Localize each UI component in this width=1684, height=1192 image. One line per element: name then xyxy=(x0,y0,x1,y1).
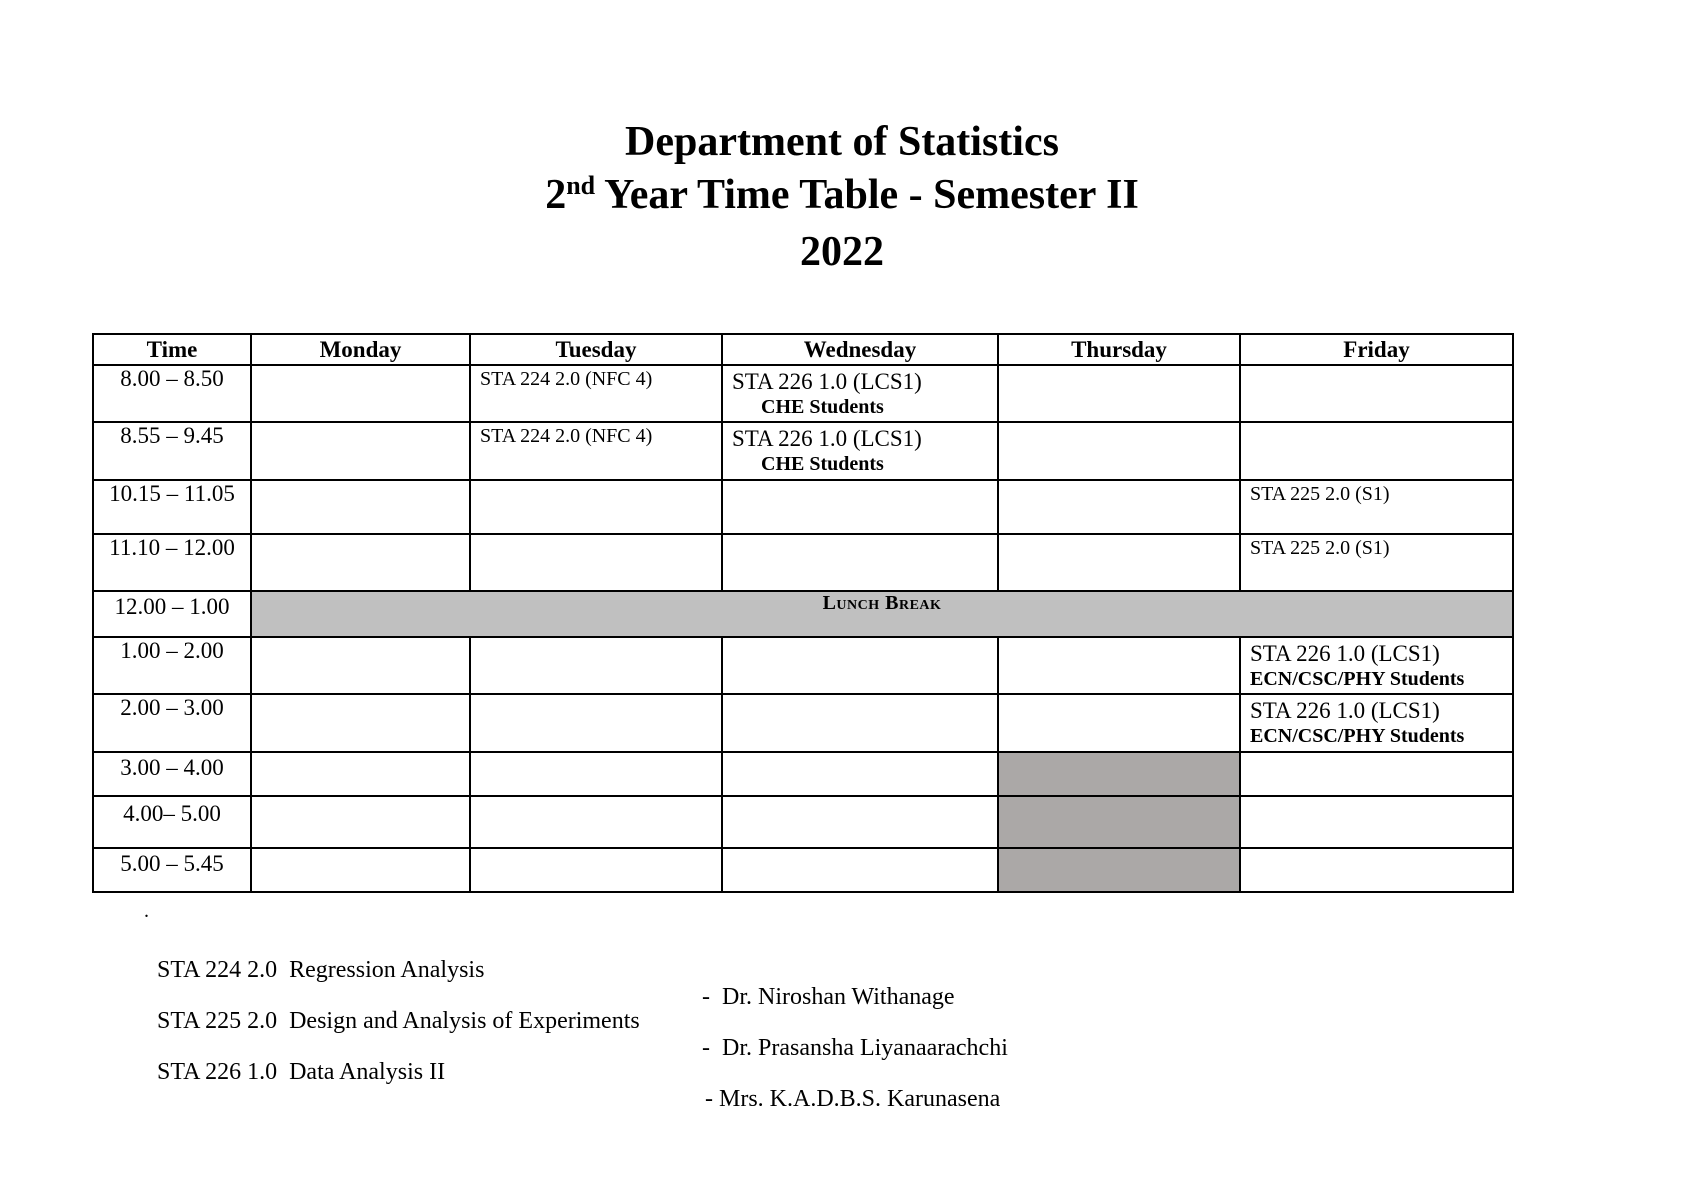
header-row xyxy=(93,334,1513,365)
class-slot: STA 225 2.0 (S1) xyxy=(1250,537,1390,559)
student-group: CHE Students xyxy=(761,453,884,475)
table-row xyxy=(93,534,1513,591)
tuesday-cell xyxy=(470,848,722,892)
class-slot: STA 224 2.0 (NFC 4) xyxy=(480,368,653,390)
monday-cell xyxy=(251,365,470,422)
friday-cell xyxy=(1240,422,1513,480)
thursday-cell xyxy=(998,694,1240,752)
column-header-tuesday: Tuesday xyxy=(470,334,722,365)
tuesday-cell xyxy=(470,534,722,591)
department-title: Department of Statistics xyxy=(625,119,1059,165)
table-row xyxy=(93,752,1513,796)
tuesday-cell xyxy=(470,752,722,796)
table-row xyxy=(93,365,1513,422)
legend-lecturer: - Mrs. K.A.D.B.S. Karunasena xyxy=(705,1086,1001,1112)
time-cell: 3.00 – 4.00 xyxy=(93,752,251,796)
wednesday-cell xyxy=(722,365,998,422)
monday-cell xyxy=(251,637,470,694)
thursday-cell xyxy=(998,422,1240,480)
friday-cell xyxy=(1240,534,1513,591)
table-row xyxy=(93,480,1513,534)
friday-cell xyxy=(1240,637,1513,694)
tuesday-cell xyxy=(470,365,722,422)
student-group: CHE Students xyxy=(761,396,884,418)
monday-cell xyxy=(251,848,470,892)
friday-cell xyxy=(1240,752,1513,796)
legend-lecturer: - Dr. Niroshan Withanage xyxy=(702,984,955,1010)
thursday-cell xyxy=(998,534,1240,591)
time-cell: 4.00– 5.00 xyxy=(93,796,251,848)
table-row xyxy=(93,422,1513,480)
table-row xyxy=(93,694,1513,752)
time-cell: 11.10 – 12.00 xyxy=(93,534,251,591)
wednesday-cell xyxy=(722,534,998,591)
thursday-blocked-cell xyxy=(998,752,1240,796)
tuesday-cell xyxy=(470,796,722,848)
wednesday-cell xyxy=(722,796,998,848)
tuesday-cell xyxy=(470,637,722,694)
class-slot: STA 226 1.0 (LCS1) xyxy=(1250,641,1440,666)
class-slot: STA 224 2.0 (NFC 4) xyxy=(480,425,653,447)
tuesday-cell xyxy=(470,694,722,752)
thursday-blocked-cell xyxy=(998,848,1240,892)
subtitle-text: Year Time Table - Semester II xyxy=(595,172,1139,218)
friday-cell xyxy=(1240,694,1513,752)
student-group: ECN/CSC/PHY Students xyxy=(1250,725,1465,747)
monday-cell xyxy=(251,480,470,534)
subtitle-superscript: nd xyxy=(566,171,596,200)
tuesday-cell xyxy=(470,480,722,534)
time-cell: 1.00 – 2.00 xyxy=(93,637,251,694)
time-cell: 2.00 – 3.00 xyxy=(93,694,251,752)
friday-cell xyxy=(1240,796,1513,848)
column-header-monday: Monday xyxy=(251,334,470,365)
timetable xyxy=(92,333,1514,893)
document-header xyxy=(0,116,1684,279)
student-group: ECN/CSC/PHY Students xyxy=(1250,668,1465,690)
lunch-row xyxy=(93,591,1513,637)
time-cell: 8.55 – 9.45 xyxy=(93,422,251,480)
wednesday-cell xyxy=(722,694,998,752)
wednesday-cell xyxy=(722,752,998,796)
monday-cell xyxy=(251,752,470,796)
column-header-wednesday: Wednesday xyxy=(722,334,998,365)
legend-course: STA 226 1.0 Data Analysis II xyxy=(157,1059,446,1085)
time-cell: 8.00 – 8.50 xyxy=(93,365,251,422)
thursday-cell xyxy=(998,365,1240,422)
thursday-blocked-cell xyxy=(998,796,1240,848)
thursday-cell xyxy=(998,637,1240,694)
legend-lecturer: - Dr. Prasansha Liyanaarachchi xyxy=(702,1035,1008,1061)
friday-cell xyxy=(1240,365,1513,422)
thursday-cell xyxy=(998,480,1240,534)
class-slot: STA 226 1.0 (LCS1) xyxy=(1250,698,1440,723)
tuesday-cell xyxy=(470,422,722,480)
class-slot: STA 225 2.0 (S1) xyxy=(1250,483,1390,505)
class-slot: STA 226 1.0 (LCS1) xyxy=(732,369,922,394)
monday-cell xyxy=(251,694,470,752)
wednesday-cell xyxy=(722,848,998,892)
table-row xyxy=(93,848,1513,892)
column-header-time: Time xyxy=(93,334,251,365)
time-cell: 5.00 – 5.45 xyxy=(93,848,251,892)
table-row xyxy=(93,637,1513,694)
timetable-subtitle xyxy=(0,169,1684,226)
legend-course: STA 225 2.0 Design and Analysis of Experiments xyxy=(157,1008,640,1034)
time-cell: 10.15 – 11.05 xyxy=(93,480,251,534)
wednesday-cell xyxy=(722,422,998,480)
footnote-dot: . xyxy=(144,900,149,922)
time-cell: 12.00 – 1.00 xyxy=(93,591,251,637)
friday-cell xyxy=(1240,848,1513,892)
wednesday-cell xyxy=(722,637,998,694)
table-row xyxy=(93,796,1513,848)
lunch-break-cell: Lunch Break xyxy=(251,591,1513,637)
wednesday-cell xyxy=(722,480,998,534)
monday-cell xyxy=(251,422,470,480)
column-header-thursday: Thursday xyxy=(998,334,1240,365)
legend-course: STA 224 2.0 Regression Analysis xyxy=(157,957,485,983)
class-slot: STA 226 1.0 (LCS1) xyxy=(732,426,922,451)
monday-cell xyxy=(251,534,470,591)
timetable-year: 2022 xyxy=(800,229,884,275)
monday-cell xyxy=(251,796,470,848)
subtitle-prefix: 2 xyxy=(545,172,567,218)
column-header-friday: Friday xyxy=(1240,334,1513,365)
friday-cell xyxy=(1240,480,1513,534)
